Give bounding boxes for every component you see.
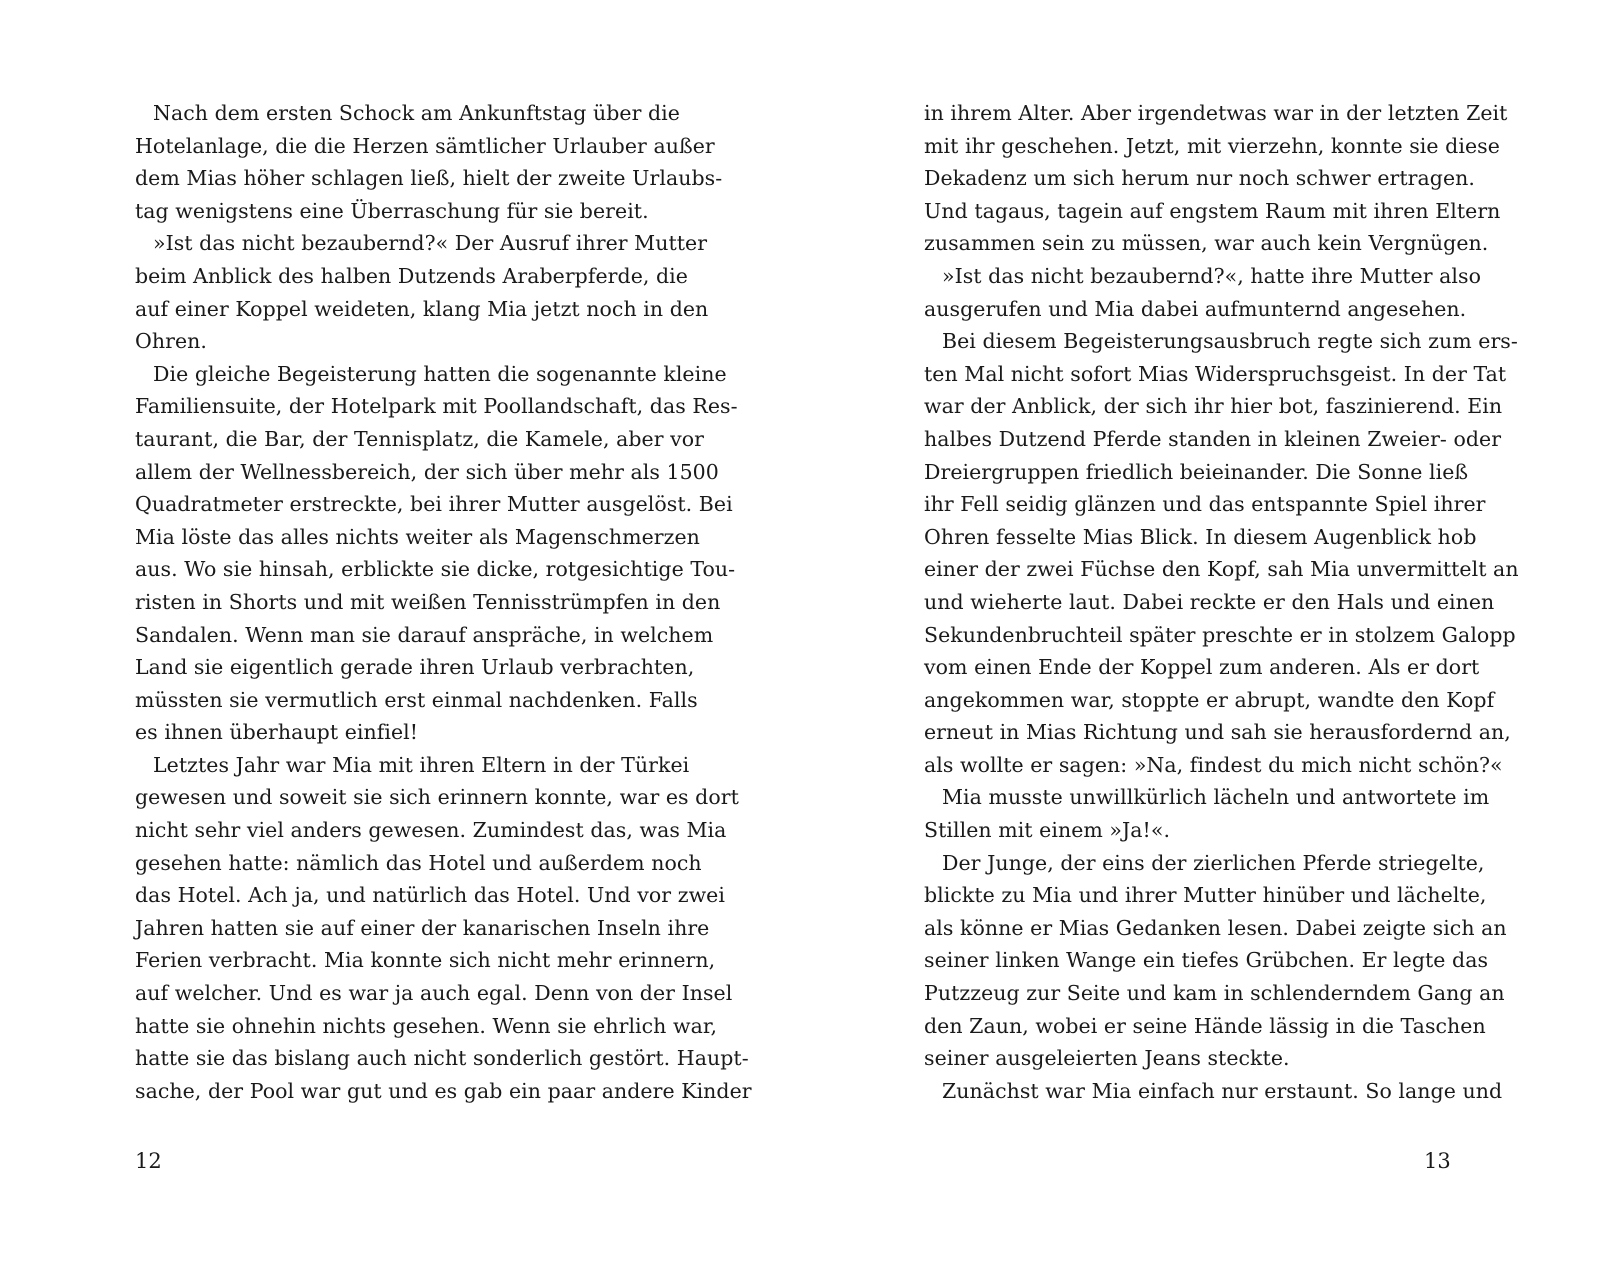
text-line: erneut in Mias Richtung und sah sie herausfordernd an, [924, 720, 1511, 745]
text-line: Dreiergruppen friedlich beieinander. Die Sonne ließ [924, 459, 1469, 484]
text-line: Letztes Jahr war Mia mit ihren Eltern in der Türkei [153, 752, 690, 777]
text-line: Jahren hatten sie auf einer der kanarischen Inseln ihre [135, 915, 710, 940]
text-line: auf einer Koppel weideten, klang Mia jetzt noch in den [135, 296, 709, 321]
text-line: blickte zu Mia und ihrer Mutter hinüber und lächelte, [924, 883, 1487, 908]
text-line: Putzzeug zur Seite und kam in schlenderndem Gang an [924, 981, 1505, 1006]
text-line: den Zaun, wobei er seine Hände lässig in die Taschen [924, 1013, 1486, 1038]
text-line: müssten sie vermutlich erst einmal nachdenken. Falls [135, 687, 698, 712]
text-line: vom einen Ende der Koppel zum anderen. Als er dort [924, 655, 1480, 680]
text-line: Dekadenz um sich herum nur noch schwer ertragen. [924, 166, 1475, 191]
text-line: aus. Wo sie hinsah, erblickte sie dicke, rotgesichtige Tou- [135, 557, 736, 582]
text-line: Die gleiche Begeisterung hatten die sogenannte kleine [153, 361, 727, 386]
text-line: Ferien verbracht. Mia konnte sich nicht mehr erinnern, [135, 948, 716, 973]
text-line: Hotelanlage, die die Herzen sämtlicher Urlauber außer [135, 133, 715, 158]
text-line: das Hotel. Ach ja, und natürlich das Hotel. Und vor zwei [135, 883, 725, 908]
text-line: ten Mal nicht sofort Mias Widerspruchsgeist. In der Tat [924, 361, 1507, 386]
text-line: Mia löste das alles nichts weiter als Magenschmerzen [135, 524, 700, 549]
text-line: beim Anblick des halben Dutzends Araberpferde, die [135, 263, 688, 288]
text-line: risten in Shorts und mit weißen Tennisstrümpfen in den [135, 589, 721, 614]
text-line: als wollte er sagen: »Na, findest du mich nicht schön?« [924, 752, 1503, 777]
right-page-number: 13 [1424, 1149, 1451, 1173]
text-line: Und tagaus, tagein auf engstem Raum mit ihren Eltern [924, 198, 1501, 223]
text-line: gewesen und soweit sie sich erinnern konnte, war es dort [135, 785, 739, 810]
text-line: Sekundenbruchteil später preschte er in stolzem Galopp [924, 622, 1516, 647]
text-line: Zunächst war Mia einfach nur erstaunt. So lange und [942, 1078, 1503, 1103]
text-line: als könne er Mias Gedanken lesen. Dabei zeigte sich an [924, 915, 1507, 940]
left-page-text [135, 97, 752, 1107]
text-line: halbes Dutzend Pferde standen in kleinen Zweier- oder [924, 426, 1502, 451]
text-line: und wieherte laut. Dabei reckte er den Hals und einen [924, 589, 1495, 614]
text-line: gesehen hatte: nämlich das Hotel und außerdem noch [135, 850, 702, 875]
text-line: Ohren. [135, 329, 207, 354]
text-line: Mia musste unwillkürlich lächeln und antwortete im [942, 785, 1490, 810]
text-line: auf welcher. Und es war ja auch egal. Denn von der Insel [135, 981, 733, 1006]
text-line: taurant, die Bar, der Tennisplatz, die Kamele, aber vor [135, 426, 705, 451]
text-line: ihr Fell seidig glänzen und das entspannte Spiel ihrer [924, 492, 1486, 517]
text-line: ausgerufen und Mia dabei aufmunternd angesehen. [924, 296, 1467, 321]
text-line: tag wenigstens eine Überraschung für sie bereit. [135, 198, 649, 223]
text-line: seiner ausgeleierten Jeans steckte. [924, 1046, 1290, 1071]
text-line: war der Anblick, der sich ihr hier bot, faszinierend. Ein [924, 394, 1503, 419]
text-line: Stillen mit einem »Ja!«. [924, 818, 1171, 843]
text-line: Der Junge, der eins der zierlichen Pferde striegelte, [942, 850, 1485, 875]
text-line: »Ist das nicht bezaubernd?« Der Ausruf ihrer Mutter [153, 231, 708, 256]
text-line: Nach dem ersten Schock am Ankunftstag über die [153, 101, 680, 125]
text-line: angekommen war, stoppte er abrupt, wandte den Kopf [924, 687, 1495, 712]
text-line: dem Mias höher schlagen ließ, hielt der zweite Urlaubs- [135, 166, 723, 191]
text-line: Land sie eigentlich gerade ihren Urlaub verbrachten, [135, 655, 695, 680]
text-line: »Ist das nicht bezaubernd?«, hatte ihre Mutter also [942, 263, 1481, 288]
text-line: allem der Wellnessbereich, der sich über mehr als 1500 [135, 459, 719, 484]
text-line: seiner linken Wange ein tiefes Grübchen. Er legte das [924, 948, 1489, 973]
text-line: Ohren fesselte Mias Blick. In diesem Augenblick hob [924, 524, 1477, 549]
text-line: Familiensuite, der Hotelpark mit Poollandschaft, das Res- [135, 394, 738, 419]
text-line: Sandalen. Wenn man sie darauf anspräche, in welchem [135, 622, 714, 647]
text-line: einer der zwei Füchse den Kopf, sah Mia unvermittelt an [924, 557, 1519, 582]
text-line: mit ihr geschehen. Jetzt, mit vierzehn, konnte sie diese [924, 133, 1500, 158]
text-line: Quadratmeter erstreckte, bei ihrer Mutter ausgelöst. Bei [135, 492, 733, 517]
text-line: in ihrem Alter. Aber irgendetwas war in der letzten Zeit [924, 101, 1508, 125]
left-page-number: 12 [135, 1149, 162, 1173]
right-page-text [924, 97, 1519, 1107]
text-line: nicht sehr viel anders gewesen. Zumindest das, was Mia [135, 818, 727, 843]
text-line: hatte sie ohnehin nichts gesehen. Wenn sie ehrlich war, [135, 1013, 718, 1038]
text-line: hatte sie das bislang auch nicht sonderlich gestört. Haupt- [135, 1046, 749, 1071]
text-line: sache, der Pool war gut und es gab ein paar andere Kinder [135, 1078, 752, 1103]
text-line: Bei diesem Begeisterungsausbruch regte sich zum ers- [942, 329, 1518, 354]
text-line: zusammen sein zu müssen, war auch kein Vergnügen. [924, 231, 1489, 256]
text-line: es ihnen überhaupt einfiel! [135, 720, 419, 745]
